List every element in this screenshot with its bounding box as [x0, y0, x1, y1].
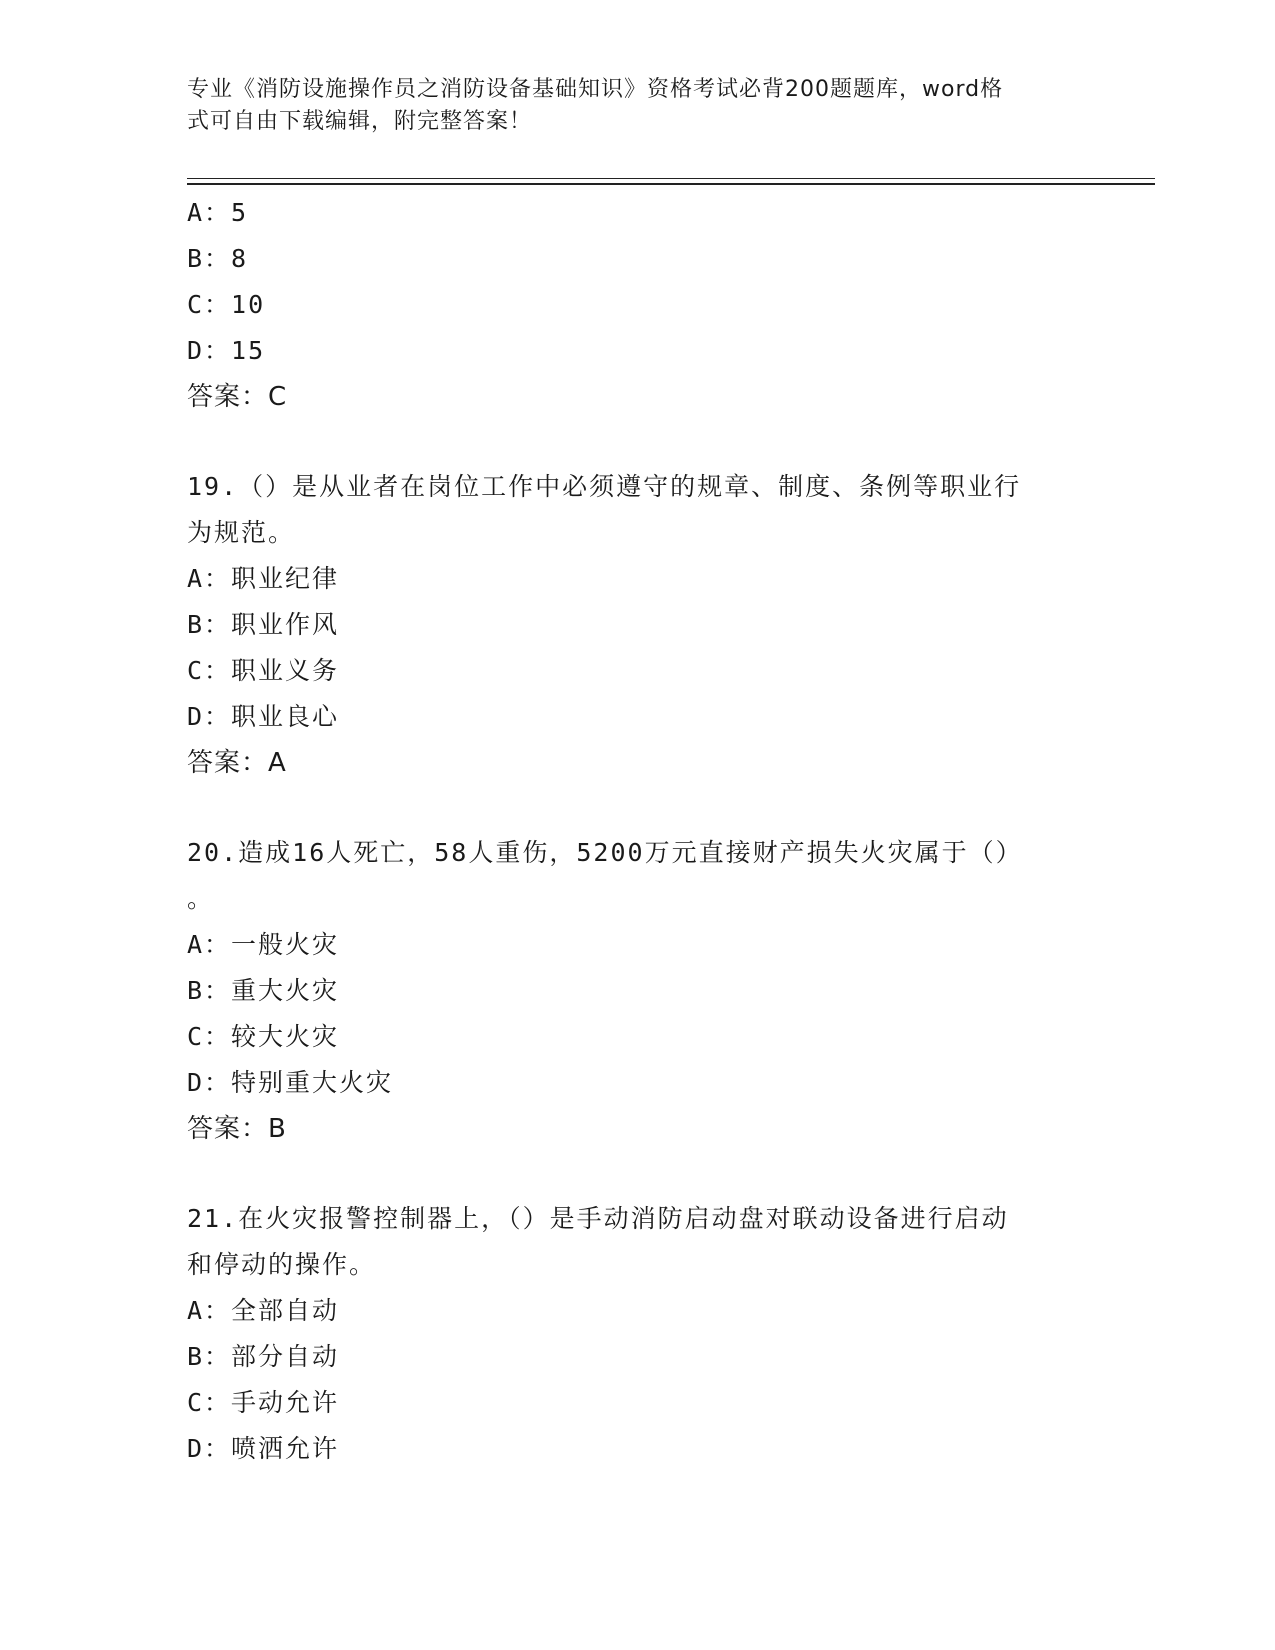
question-text: [187, 830, 1077, 922]
option-d: D：15: [187, 336, 266, 365]
header-title-line1: 专业《消防设施操作员之消防设备基础知识》资格考试必背200题题库，word格: [187, 77, 1004, 102]
answer-label: 答案：B: [187, 1114, 287, 1144]
option-c: C：手动允许: [187, 1388, 340, 1417]
question-text-line2: 和停动的操作。: [187, 1250, 377, 1279]
header-divider-thick: [187, 183, 1155, 185]
header-divider-thin: [187, 178, 1155, 179]
option-b: B：职业作风: [187, 610, 340, 639]
question-text-line2: 为规范。: [187, 518, 296, 547]
question-text-line1: 20.造成16人死亡，58人重伤，5200万元直接财产损失火灾属于（）: [187, 838, 1023, 867]
question-block-20: [187, 830, 1087, 1152]
option-d: D：喷洒允许: [187, 1434, 340, 1463]
option-c: C：10: [187, 290, 266, 319]
question-text-line1: 21.在火灾报警控制器上，（）是手动消防启动盘对联动设备进行启动: [187, 1204, 1009, 1233]
option-b: B：部分自动: [187, 1342, 340, 1371]
spacer: [187, 786, 1087, 830]
option-b: B：重大火灾: [187, 976, 340, 1005]
option-a: A：5: [187, 198, 249, 227]
option-d: D：职业良心: [187, 702, 340, 731]
option-a: A：全部自动: [187, 1296, 340, 1325]
question-block-19: [187, 464, 1087, 786]
option-a: A：一般火灾: [187, 930, 340, 959]
option-d: D：特别重大火灾: [187, 1068, 394, 1097]
spacer: [187, 420, 1087, 464]
question-text-line2: 。: [187, 884, 215, 913]
question-text: [187, 464, 1077, 556]
question-text-line1: 19.（）是从业者在岗位工作中必须遵守的规章、制度、条例等职业行: [187, 472, 1022, 501]
document-header: [187, 74, 1087, 138]
option-c: C：较大火灾: [187, 1022, 340, 1051]
option-c: C：职业义务: [187, 656, 340, 685]
question-block-21: [187, 1196, 1087, 1472]
question-list: [187, 190, 1087, 1472]
option-a: A：职业纪律: [187, 564, 340, 593]
spacer: [187, 1152, 1087, 1196]
answer-label: 答案：A: [187, 748, 287, 778]
answer-label: 答案：C: [187, 382, 288, 412]
header-title-line2: 式可自由下载编辑，附完整答案！: [187, 109, 533, 134]
option-b: B：8: [187, 244, 249, 273]
question-text: [187, 1196, 1077, 1288]
question-block-18: [187, 190, 1087, 420]
